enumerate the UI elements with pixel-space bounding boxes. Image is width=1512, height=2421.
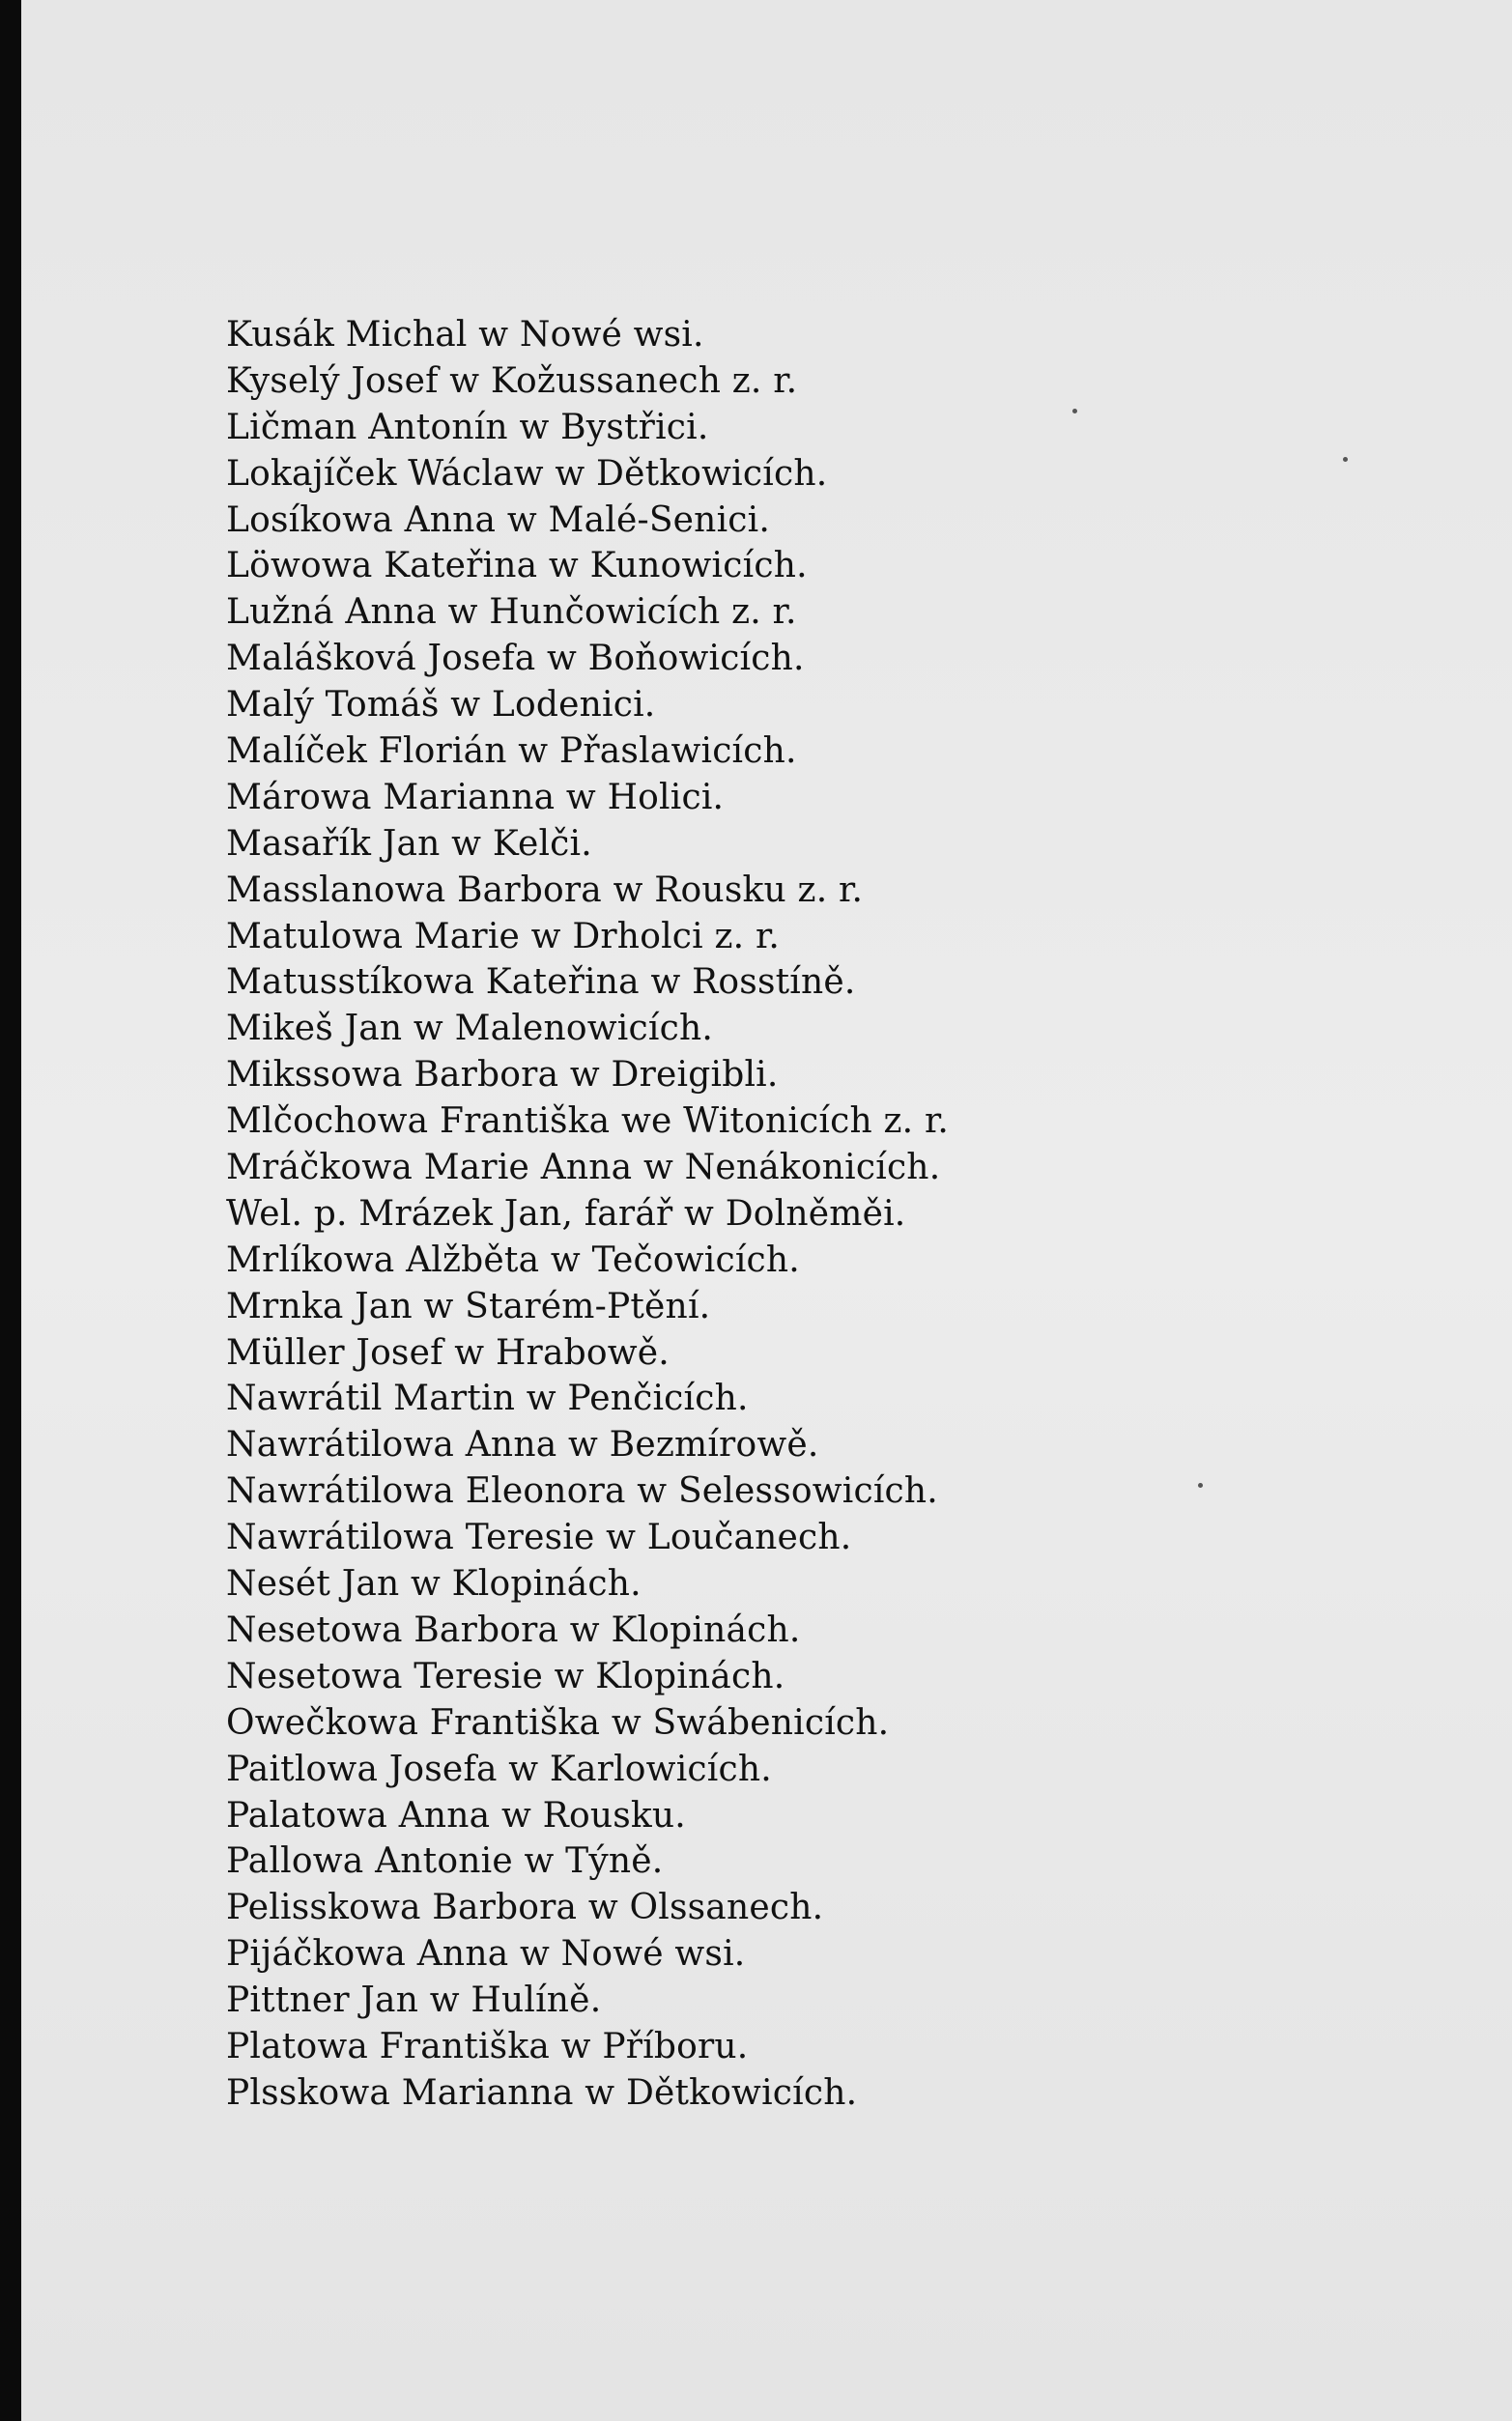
book-page: [21, 0, 1512, 2421]
list-item: Paitlowa Josefa w Karlowicích.: [226, 1749, 772, 1789]
list-item: Lužná Anna w Hunčowicích z. r.: [226, 592, 797, 633]
list-item: Mikeš Jan w Malenowicích.: [226, 1009, 713, 1049]
list-item: Nesetowa Barbora w Klopinách.: [226, 1609, 801, 1650]
list-item: Pelisskowa Barbora w Olssanech.: [226, 1888, 824, 1928]
list-item: Lokajíček Wáclaw w Dětkowicích.: [226, 453, 828, 494]
list-item: Malíček Florián w Přaslawicích.: [226, 731, 797, 772]
list-item: Malý Tomáš w Lodenici.: [226, 685, 656, 726]
list-item: Malášková Josefa w Boňowicích.: [226, 639, 805, 679]
list-item: Mlčochowa Františka we Witonicích z. r.: [226, 1101, 950, 1142]
list-item: Pittner Jan w Hulíně.: [226, 1980, 602, 2021]
list-item: Mikssowa Barbora w Dreigibli.: [226, 1055, 779, 1096]
list-item: Pallowa Antonie w Týně.: [226, 1841, 664, 1882]
list-item: Nesét Jan w Klopinách.: [226, 1564, 642, 1605]
list-item: Kyselý Josef w Kožussanech z. r.: [226, 360, 798, 401]
list-item: Mráčkowa Marie Anna w Nenákonicích.: [226, 1148, 941, 1188]
list-item: Mrlíkowa Alžběta w Tečowicích.: [226, 1239, 800, 1280]
list-item: Mrnka Jan w Starém-Ptění.: [226, 1286, 711, 1326]
list-item: Masslanowa Barbora w Rousku z. r.: [226, 869, 864, 910]
list-item: Platowa Františka w Příboru.: [226, 2026, 749, 2066]
list-item: Nawrátilowa Eleonora w Selessowicích.: [226, 1471, 938, 1512]
list-item: Plsskowa Marianna w Dětkowicích.: [226, 2072, 858, 2113]
list-item: Losíkowa Anna w Malé-Senici.: [226, 499, 771, 540]
list-item: Kusák Michal w Nowé wsi.: [226, 315, 704, 355]
list-item: Márowa Marianna w Holici.: [226, 777, 725, 817]
ink-speck: [1072, 409, 1077, 413]
ink-speck: [1343, 457, 1348, 462]
list-item: Wel. p. Mrázek Jan, farář w Dolněměi.: [226, 1193, 906, 1234]
list-item: Palatowa Anna w Rousku.: [226, 1795, 686, 1836]
list-item: Nawrátilowa Teresie w Loučanech.: [226, 1518, 852, 1558]
list-item: Nesetowa Teresie w Klopinách.: [226, 1656, 785, 1696]
ink-speck: [1198, 1483, 1203, 1488]
list-item: Ličman Antonín w Bystřici.: [226, 407, 709, 447]
list-item: Müller Josef w Hrabowě.: [226, 1332, 670, 1373]
list-item: Pijáčkowa Anna w Nowé wsi.: [226, 1934, 746, 1975]
list-item: Nawrátil Martin w Penčicích.: [226, 1379, 749, 1419]
list-item: Nawrátilowa Anna w Bezmírowě.: [226, 1425, 819, 1466]
list-item: Matusstíkowa Kateřina w Rosstíně.: [226, 962, 856, 1003]
list-item: Masařík Jan w Kelči.: [226, 823, 592, 864]
list-item: Löwowa Kateřina w Kunowicích.: [226, 546, 808, 586]
name-list: [226, 312, 949, 2117]
list-item: Owečkowa Františka w Swábenicích.: [226, 1702, 890, 1743]
list-item: Matulowa Marie w Drholci z. r.: [226, 916, 781, 956]
